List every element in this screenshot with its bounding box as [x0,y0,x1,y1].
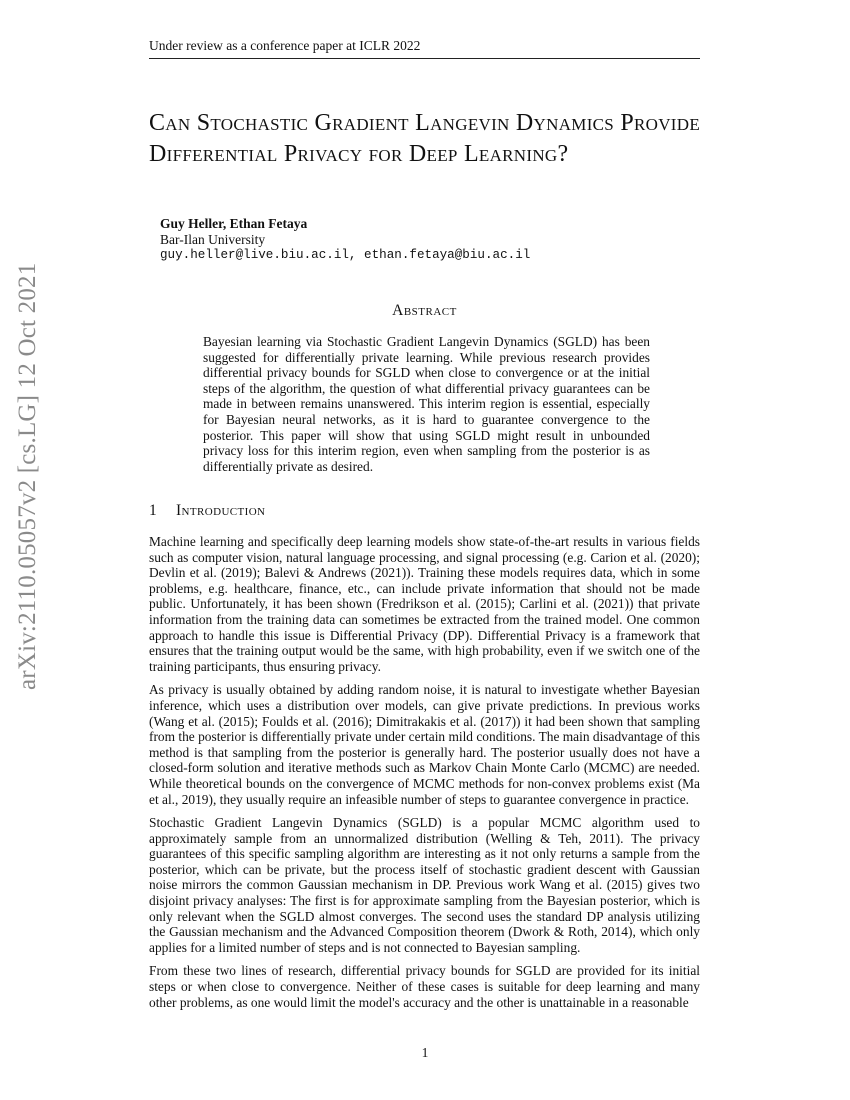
author-affiliation: Bar-Ilan University [160,232,266,247]
paper-title: Can Stochastic Gradient Langevin Dynamics Provide Differential Privacy for Deep Learning? [149,110,701,167]
running-header: Under review as a conference paper at ICLR 2022 [149,38,700,59]
arxiv-identifier: arXiv:2110.05057v2 [cs.LG] 12 Oct 2021 [14,262,41,690]
page-number: 1 [421,1045,429,1060]
author-names: Guy Heller, Ethan Fetaya [160,216,308,231]
abstract-body: Bayesian learning via Stochastic Gradient Langevin Dynamics (SGLD) has been suggested for differentially private learning. While previous research provides differential privacy bounds for SGLD when close to convergence or at the initial steps of the algorithm, the question of what differential privacy guarantees can be made in between remains unanswered. This interim region is essential, especially for Bayesian neural networks, as it is hard to guarantee convergence to the posterior. This paper will show that using SGLD might result in unbounded privacy loss for this interim region, even when sampling from the posterior is as differentially private as desired. [203,334,650,474]
paragraph: From these two lines of research, differential privacy bounds for SGLD are provided for its initial steps or when close to convergence. Neither of these cases is suitable for deep learning and many other problems, as one would limit the model's accuracy and the other is unattainable in a reasonable [149,963,700,1010]
section-heading-introduction [149,502,265,520]
abstract-heading: Abstract [392,302,457,319]
author-emails: guy.heller@live.biu.ac.il, ethan.fetaya@biu.ac.il [160,248,531,262]
introduction-body [149,534,700,1018]
paragraph: Stochastic Gradient Langevin Dynamics (SGLD) is a popular MCMC algorithm used to approximately sample from an unnormalized distribution (Welling & Teh, 2011). The privacy guarantees of this specific sampling algorithm are interesting as it not only returns a sample from the posterior, which can be private, but the process itself of stochastic gradient descent with Gaussian noise mirrors the common Gaussian mechanism in DP. Previous work Wang et al. (2015) gives two disjoint privacy analyses: The first is for approximate sampling from the Bayesian posterior, which is only relevant when the SGLD almost converges. The second uses the standard DP analysis utilizing the Gaussian mechanism and the Advanced Composition theorem (Dwork & Roth, 2014), which only applies for a limited number of steps and is not connected to Bayesian sampling. [149,815,700,955]
paragraph: As privacy is usually obtained by adding random noise, it is natural to investigate whether Bayesian inference, which uses a distribution over models, can give private predictions. In previous works (Wang et al. (2015); Foulds et al. (2016); Dimitrakakis et al. (2017)) it had been shown that sampling from the posterior is differentially private under certain mild conditions. The main disadvantage of this method is that sampling from the posterior is generally hard. The posterior usually does not have a closed-form solution and iterative methods such as Markov Chain Monte Carlo (MCMC) are needed. While theoretical bounds on the convergence of MCMC methods for non-convex problems exist (Ma et al., 2019), they usually require an infeasible number of steps to guarantee convergence in practice. [149,682,700,807]
section-title: Introduction [176,502,266,519]
section-number: 1 [149,502,158,519]
paragraph: Machine learning and specifically deep learning models show state-of-the-art results in various fields such as computer vision, natural language processing, and signal processing (e.g. Carion et al. (2020); Devlin et al. (2019); Balevi & Andrews (2021)). Training these models requires data, which in some problems, e.g. healthcare, finance, etc., can include private information that should not be made public. Unfortunately, it has been shown (Fredrikson et al. (2015); Carlini et al. (2021)) that private information from the training data can sometimes be extracted from the trained model. One common approach to handle this issue is Differential Privacy (DP). Differential Privacy is a framework that ensures that the training output would be the same, with high probability, even if we switch one of the training participants, thus ensuring privacy. [149,534,700,674]
